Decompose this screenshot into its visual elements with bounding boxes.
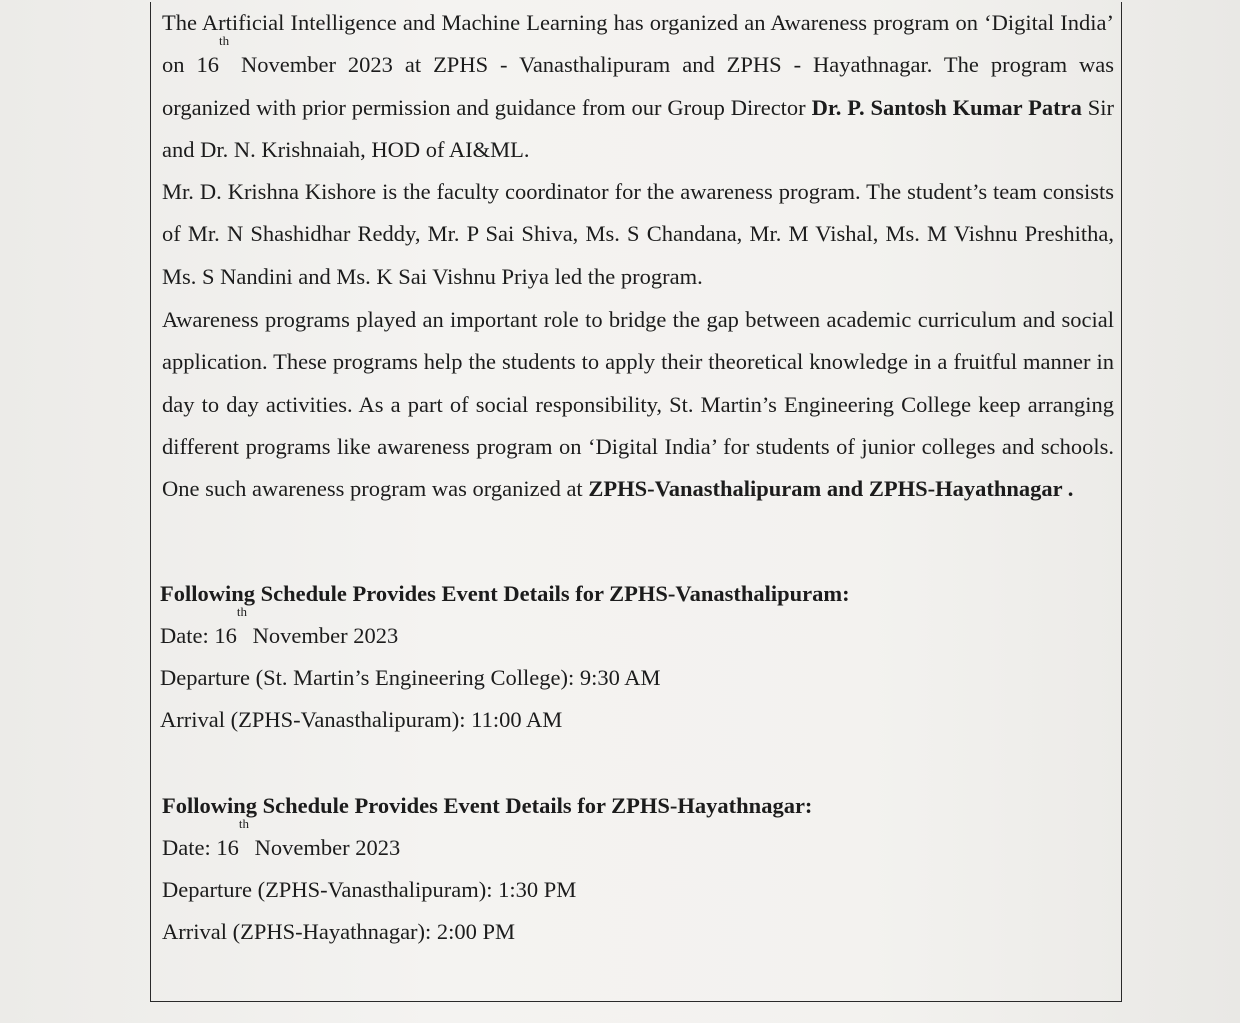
intro-text-part3: Sir and Dr. N. Krishnaiah, HOD of AI&ML. xyxy=(162,94,1114,162)
schedule-date xyxy=(162,816,1062,869)
intro-text-part1: The Artificial Intelligence and Machine Learning has organized an Awareness program on ‘Digital India’ on 16 xyxy=(162,10,1114,78)
date-suffix: November 2023 xyxy=(248,835,401,860)
schedule-vanasthalipuram xyxy=(160,573,1060,741)
intro-text-part2: November 2023 at ZPHS - Vanasthalipuram and ZPHS - Hayathnagar. The program was organized with prior permission and guidance from our Group Director xyxy=(162,52,1115,120)
date-suffix: November 2023 xyxy=(246,623,399,648)
team-paragraph xyxy=(162,171,1114,298)
schedule-heading: Following Schedule Provides Event Details for ZPHS-Hayathnagar: xyxy=(162,793,813,818)
date-prefix: Date: 16 xyxy=(160,623,237,648)
schedule-arrival: Arrival (ZPHS-Hayathnagar): 2:00 PM xyxy=(162,919,516,944)
schedule-arrival: Arrival (ZPHS-Vanasthalipuram): 11:00 AM xyxy=(160,707,563,732)
venues-bold: ZPHS-Vanasthalipuram and ZPHS-Hayathnagar . xyxy=(588,476,1074,502)
schedule-departure: Departure (ZPHS-Vanasthalipuram): 1:30 PM xyxy=(162,877,577,902)
date-superscript: th xyxy=(238,816,249,831)
schedule-date xyxy=(160,604,1060,657)
date-superscript: th xyxy=(218,33,230,49)
group-director-name: Dr. P. Santosh Kumar Patra xyxy=(811,94,1082,120)
team-text: Mr. D. Krishna Kishore is the faculty coordinator for the awareness program. The student’s team consists of Mr. N Shashidhar Reddy, Mr. P Sai Shiva, Ms. S Chandana, Mr. M Vishal, Ms. M Vishnu Preshitha, Ms. S Nandini and Ms. K Sai Vishnu Priya led the program. xyxy=(162,179,1114,289)
intro-paragraph xyxy=(162,2,1114,171)
date-superscript: th xyxy=(236,604,247,619)
date-prefix: Date: 16 xyxy=(162,835,239,860)
purpose-paragraph xyxy=(162,299,1114,510)
schedule-hayathnagar xyxy=(162,785,1062,953)
schedule-heading: Following Schedule Provides Event Details for ZPHS-Vanasthalipuram: xyxy=(160,581,850,606)
schedule-departure: Departure (St. Martin’s Engineering College): 9:30 AM xyxy=(160,665,661,690)
purpose-text: Awareness programs played an important role to bridge the gap between academic curriculum and social application. These programs help the students to apply their theoretical knowledge in a fruitful manner in day to day activities. As a part of social responsibility, St. Martin’s Engineering College keep arranging different programs like awareness program on ‘Digital India’ for students of junior colleges and schools. One such awareness program was organized at xyxy=(162,307,1114,502)
